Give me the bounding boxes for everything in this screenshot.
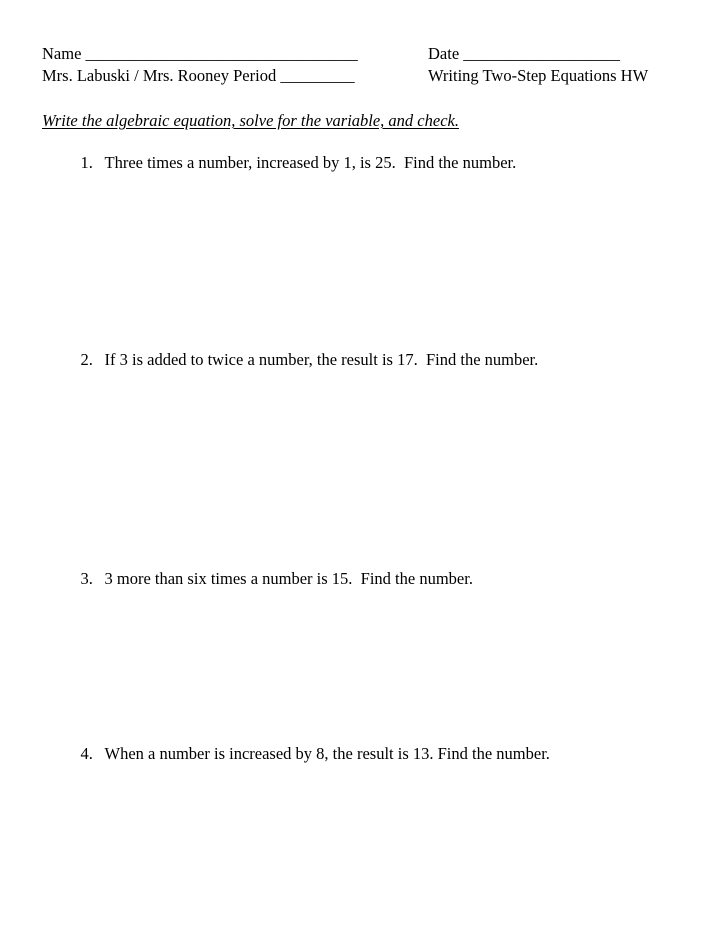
question-text: If 3 is added to twice a number, the result is 17. Find the number. (104, 350, 539, 369)
question-text: 3 more than six times a number is 15. Find the number. (104, 569, 473, 588)
date-field-line: Date ___________________ (428, 44, 621, 63)
question-number: 4. (80, 744, 93, 763)
instructions: Write the algebraic equation, solve for the variable, and check. (42, 111, 459, 130)
question-2 (64, 330, 538, 390)
question-3 (64, 549, 473, 609)
worksheet-title: Writing Two-Step Equations HW (428, 66, 649, 85)
question-text: Three times a number, increased by 1, is 25. Find the number. (104, 153, 517, 172)
teacher-period-line: Mrs. Labuski / Mrs. Rooney Period _________ (42, 66, 355, 85)
question-4 (64, 724, 550, 784)
question-number: 1. (80, 153, 93, 172)
question-text: When a number is increased by 8, the result is 13. Find the number. (104, 744, 550, 763)
question-1 (64, 133, 516, 193)
question-number: 3. (80, 569, 93, 588)
question-number: 2. (80, 350, 93, 369)
name-field-line: Name _________________________________ (42, 44, 358, 63)
